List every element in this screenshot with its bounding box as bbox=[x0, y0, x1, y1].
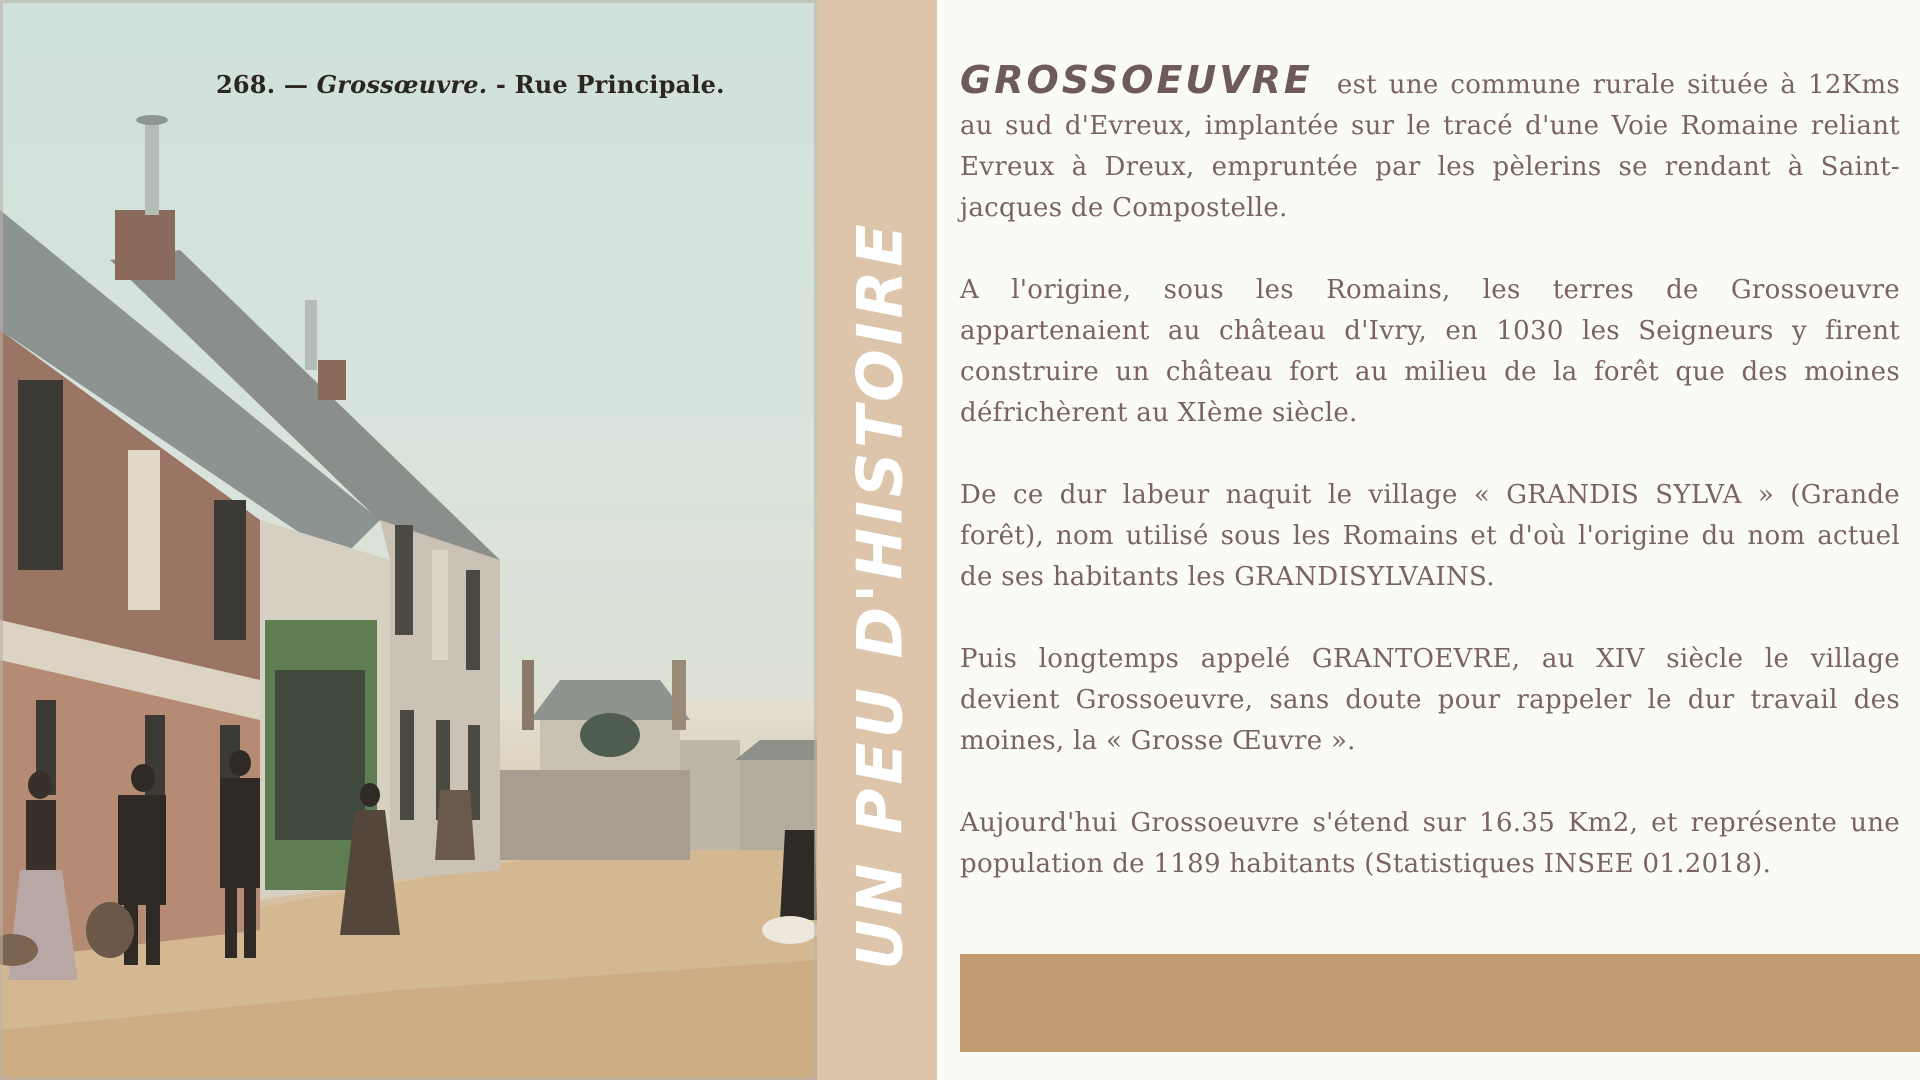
postcard-caption bbox=[216, 70, 725, 99]
paragraph-origin: A l'origine, sous les Romains, les terres de Grossoeuvre appartenaient au château d'Ivry, en 1030 les Seigneurs y firent construire un château fort au milieu de la forêt que des moines défrichèrent au XIème siècle. bbox=[960, 275, 1900, 428]
postcard-photo bbox=[0, 0, 817, 1080]
history-text bbox=[960, 60, 1900, 926]
street-scene-illustration bbox=[0, 0, 817, 1080]
section-title: UN PEU D'HISTOIRE bbox=[843, 220, 917, 970]
commune-name: GROSSOEUVRE bbox=[960, 58, 1313, 102]
footer-bar bbox=[960, 954, 1920, 1052]
postcard-separator: - bbox=[495, 70, 507, 99]
postcard-dash: — bbox=[283, 70, 309, 99]
paragraph-grandis-sylva: De ce dur labeur naquit le village « GRANDIS SYLVA » (Grande forêt), nom utilisé sous les Romains et d'où l'origine du nom actuel de ses habitants les GRANDISYLVAINS. bbox=[960, 480, 1900, 592]
paragraph-intro-text: est une commune rurale située à 12Kms au sud d'Evreux, implantée sur le tracé d'une Voie Romaine reliant Evreux à Dreux, empruntée par les pèlerins se rendant à Saint-jacques de Compostelle. bbox=[960, 70, 1900, 223]
postcard-place: Grossœuvre. bbox=[316, 70, 488, 99]
paragraph-today: Aujourd'hui Grossoeuvre s'étend sur 16.35 Km2, et représente une population de 1189 habitants (Statistiques INSEE 01.2018). bbox=[960, 808, 1900, 879]
paragraph-grantoevre: Puis longtemps appelé GRANTOEVRE, au XIV siècle le village devient Grossoeuvre, sans doute pour rappeler le dur travail des moines, la « Grosse Œuvre ». bbox=[960, 644, 1900, 756]
paragraph-intro bbox=[960, 60, 1900, 229]
postcard-number: 268. bbox=[216, 70, 276, 99]
postcard-street: Rue Principale. bbox=[514, 70, 725, 99]
